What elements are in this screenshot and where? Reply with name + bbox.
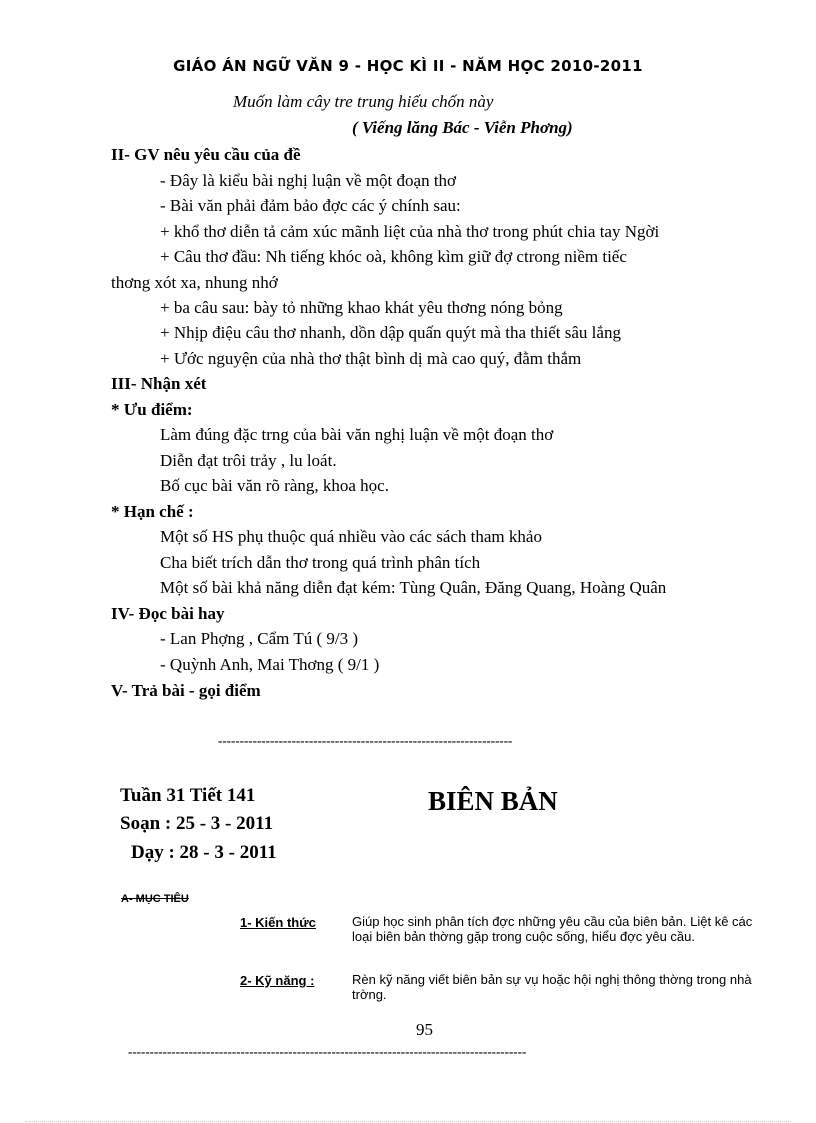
section-2-line: - Đây là kiểu bài nghị luận về một đoạn thơ (160, 171, 457, 190)
pros-item: Làm đúng đặc trng của bài văn nghị luận về một đoạn thơ (160, 425, 554, 444)
section-2-line: + ba câu sau: bày tỏ những khao khát yêu thơng nóng bỏng (160, 298, 563, 317)
section-2-line: + Câu thơ đầu: Nh tiếng khóc oà, không kìm giữ đợ ctrong niềm tiếc (160, 247, 627, 266)
skill-label: 2- Kỹ năng : (240, 973, 315, 988)
lesson-prepared: Soạn : 25 - 3 - 2011 (120, 813, 274, 834)
page-header: GIÁO ÁN NGỮ VĂN 9 - HỌC KÌ II - NĂM HỌC 2010-2011 (173, 57, 643, 75)
section-2-line: thơng xót xa, nhung nhớ (111, 273, 278, 292)
cons-item: Một số bài khả năng diễn đạt kém: Tùng Quân, Đăng Quang, Hoàng Quân (160, 578, 667, 597)
skill-text: Rèn kỹ năng viết biên bản sự vụ hoặc hội nghị thông thờng trong nhà trờng. (352, 972, 752, 1002)
lesson-title: BIÊN BẢN (428, 786, 558, 816)
lesson-taught: Dạy : 28 - 3 - 2011 (131, 842, 277, 863)
knowledge-text: Giúp học sinh phân tích đợc những yêu cầu của biên bản. Liệt kê các loại biên bản thờng gặp trong cuộc sống, hiểu đợc yêu cầu. (352, 914, 753, 944)
knowledge-label: 1- Kiến thức (240, 915, 316, 930)
cons-heading: * Hạn chế : (111, 502, 194, 521)
section-2-heading: II- GV nêu yêu cầu của đề (111, 145, 301, 164)
page-number: 95 (416, 1020, 433, 1039)
poem-verse: Muốn làm cây tre trung hiếu chốn này (233, 92, 494, 111)
cons-item: Một số HS phụ thuộc quá nhiều vào các sách tham khảo (160, 527, 542, 546)
divider-top: -------------------------------------------------------------------- (218, 733, 513, 748)
lesson-week: Tuần 31 Tiết 141 (120, 785, 256, 806)
section-4-line: - Quỳnh Anh, Mai Thơng ( 9/1 ) (160, 655, 380, 674)
section-2-line: + Nhịp điệu câu thơ nhanh, dồn dập quấn quýt mà tha thiết sâu lắng (160, 323, 621, 342)
section-5-heading: V- Trả bài - gọi điểm (111, 681, 261, 700)
cons-item: Cha biết trích dẫn thơ trong quá trình phân tích (160, 553, 481, 572)
poem-source: ( Viếng lăng Bác - Viễn Phơng) (352, 118, 573, 137)
pros-item: Diễn đạt trôi trảy , lu loát. (160, 451, 337, 470)
section-2-line: + Ước nguyện của nhà thơ thật bình dị mà cao quý, đằm thắm (160, 349, 582, 368)
section-3-heading: III- Nhận xét (111, 374, 207, 393)
pros-heading: * Ưu điểm: (111, 400, 193, 419)
divider-bottom: -------------------------------------------------------------------------------------------- (128, 1044, 527, 1059)
section-2-line: + khổ thơ diễn tả cảm xúc mãnh liệt của nhà thơ trong phút chia tay Ngời (160, 222, 660, 241)
objectives-heading: A- MỤC TIÊU (121, 893, 189, 905)
section-2-line: - Bài văn phải đảm bảo đợc các ý chính sau: (160, 196, 461, 215)
pros-item: Bố cục bài văn rõ ràng, khoa học. (160, 476, 389, 495)
section-4-line: - Lan Phợng , Cẩm Tú ( 9/3 ) (160, 629, 359, 648)
page-edge-line (25, 1121, 791, 1122)
section-4-heading: IV- Đọc bài hay (111, 604, 225, 623)
